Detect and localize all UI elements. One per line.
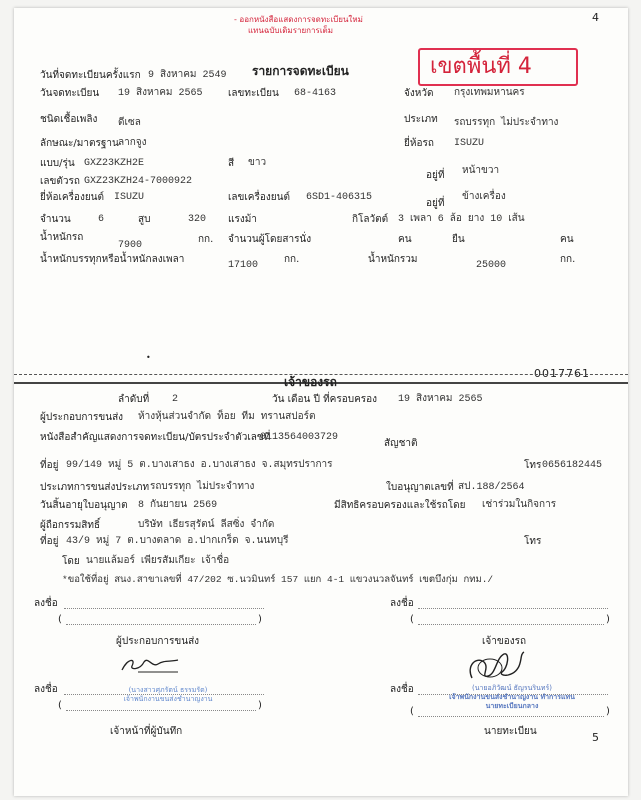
character-value: ลากจูง	[118, 138, 147, 149]
paren-open-officer: (	[58, 700, 62, 711]
by-label: โดย	[62, 556, 80, 567]
license-expiry-value: 8 กันยายน 2569	[138, 500, 218, 511]
name-line-officer	[66, 710, 256, 711]
zone-stamp-text: เขตพื้นที่ 4	[430, 54, 532, 79]
reissue-note-line2: แทนฉบับเดิมรายการเต็ม	[248, 26, 334, 35]
name-line-operator	[66, 624, 256, 625]
paren-close-registrar: )	[606, 706, 610, 717]
chassis-position-label: อยู่ที่	[426, 170, 445, 181]
fuel-value: ดีเซล	[118, 118, 141, 129]
brand-label: ยี่ห้อรถ	[404, 138, 434, 149]
operator-value: ห้างหุ้นส่วนจำกัด ท็อย ทีม ทรานสปอร์ต	[138, 412, 316, 423]
engine-brand-label: ยี่ห้อเครื่องยนต์	[40, 192, 105, 203]
fuel-label: ชนิดเชื้อเพลิง	[40, 114, 98, 125]
sign-label-owner: ลงชื่อ	[390, 598, 414, 609]
max-load-value: 17100	[228, 260, 259, 271]
paren-close-owner: )	[606, 614, 610, 625]
possession-date-value: 19 สิงหาคม 2565	[398, 394, 483, 405]
registrar-stamp-position: เจ้าพนักงานขนส่งชำนาญงาน ทำการแทน	[449, 693, 575, 701]
type-label: ประเภท	[404, 114, 438, 125]
character-label: ลักษณะ/มาตรฐาน	[40, 138, 119, 149]
reissue-note-line1: - ออกหนังสือแสดงการจดทะเบียนใหม่	[234, 15, 363, 24]
dot-mark: •	[146, 353, 151, 362]
cylinders-value: 6	[98, 214, 105, 225]
max-load-unit: กก.	[284, 254, 300, 265]
id-card-label: หนังสือสำคัญแสดงการจดทะเบียน/บัตรประจำตัวเลขที่	[40, 432, 271, 443]
registrar-stamp-office: นายทะเบียนกลาง	[485, 702, 539, 710]
total-weight-value: 25000	[476, 260, 507, 271]
operator-role: ผู้ประกอบการขนส่ง	[116, 636, 200, 647]
cc-unit: แรงม้า	[228, 214, 257, 225]
nationality-label: สัญชาติ	[384, 438, 418, 449]
order-label: ลำดับที่	[118, 394, 150, 405]
license-expiry-label: วันสิ้นอายุใบอนุญาต	[40, 500, 128, 511]
seats-stand: ยืน	[452, 234, 465, 245]
cylinders-label: จำนวน	[40, 214, 71, 225]
model-value: GXZ23KZH2E	[84, 158, 145, 169]
reg-number-value: 68-4163	[294, 88, 337, 99]
right-of-use-value: เช่าร่วมในกิจการ	[482, 500, 557, 511]
operator-label: ผู้ประกอบการขนส่ง	[40, 412, 124, 423]
page-title: รายการจดทะเบียน	[252, 64, 349, 78]
license-label: ใบอนุญาตเลขที่	[386, 482, 454, 493]
paren-close-operator: )	[258, 614, 262, 625]
by-value: นายแล้มอร์ เพียรสัมเกียะ เจ้าชื่อ	[86, 556, 230, 567]
color-value: ขาว	[248, 158, 267, 169]
address-value: 99/149 หมู่ 5 ต.บางเสาธง อ.บางเสาธง จ.สมุทรปราการ	[66, 460, 333, 471]
sign-label-operator: ลงชื่อ	[34, 598, 58, 609]
holder-address-value: 43/9 หมู่ 7 ต.บางตลาด อ.ปากเกร็ด จ.นนทบุรี	[66, 536, 289, 547]
possession-date-label: วัน เดือน ปี ที่ครอบครอง	[272, 394, 378, 405]
weight-unit: กก.	[198, 234, 214, 245]
order-value: 2	[172, 394, 179, 405]
officer-signature-icon	[118, 652, 198, 676]
transport-type-value: รถบรรทุก ไม่ประจำทาง	[150, 482, 255, 493]
officer-role: เจ้าหน้าที่ผู้บันทึก	[110, 726, 183, 737]
zone-stamp	[418, 48, 578, 86]
engine-position-label: อยู่ที่	[426, 198, 445, 209]
chassis-value: GXZ23KZH24-7000922	[84, 176, 193, 187]
seats-unit2: คน	[560, 234, 574, 245]
name-line-owner	[418, 624, 604, 625]
first-reg-label: วันที่จดทะเบียนครั้งแรก	[40, 70, 141, 81]
address-note: *ขอใช้ที่อยู่ สนง.สาขาเลขที่ 47/202 ซ.นวมินทร์ 157 แยก 4-1 แขวงนวลจันทร์ เขตบึงกุ่ม กทม./	[62, 574, 494, 585]
phone-label: โทร	[524, 460, 542, 471]
sign-label-registrar: ลงชื่อ	[390, 684, 414, 695]
first-reg-value: 9 สิงหาคม 2549	[148, 70, 227, 81]
reg-date-label: วันจดทะเบียน	[40, 88, 100, 99]
chassis-label: เลขตัวรถ	[40, 176, 80, 187]
page-number-bottom: 5	[592, 731, 599, 744]
type-value: รถบรรทุก ไม่ประจำทาง	[454, 118, 559, 129]
rights-holder-value: บริษัท เธียรสุรัตน์ ลีสซิ่ง จำกัด	[138, 520, 275, 531]
paren-open-operator: (	[58, 614, 62, 625]
engine-position-value: ข้างเครื่อง	[462, 192, 506, 203]
seats-unit1: คน	[398, 234, 412, 245]
holder-phone-label: โทร	[524, 536, 542, 547]
name-line-registrar	[418, 716, 604, 717]
engine-no-value: 6SD1-406315	[306, 192, 373, 203]
sign-label-officer: ลงชื่อ	[34, 684, 58, 695]
engine-no-label: เลขเครื่องยนต์	[228, 192, 290, 203]
reg-date-value: 19 สิงหาคม 2565	[118, 88, 203, 99]
color-label: สี	[228, 158, 235, 169]
officer-stamp-position: เจ้าพนักงานขนส่งชำนาญงาน	[123, 695, 213, 703]
transport-type-label: ประเภทการขนส่งประเภท	[40, 482, 150, 493]
owner-role: เจ้าของรถ	[482, 636, 527, 647]
paren-close-officer: )	[258, 700, 262, 711]
cc-value: 320	[188, 214, 207, 225]
registrar-role: นายทะเบียน	[484, 726, 537, 737]
total-weight-label: น้ำหนักรวม	[368, 254, 418, 265]
address-label: ที่อยู่	[40, 460, 59, 471]
registrar-signature-icon	[462, 648, 532, 688]
kilowatt-label: กิโลวัตต์	[352, 214, 389, 225]
signature-line-operator	[64, 608, 264, 609]
province-label: จังหวัด	[404, 88, 434, 99]
rights-holder-label: ผู้ถือกรรมสิทธิ์	[40, 520, 101, 531]
serial-number: 0017761	[534, 367, 590, 380]
owner-section-title: เจ้าของรถ	[284, 375, 337, 389]
max-load-label: น้ำหนักบรรทุกหรือน้ำหนักลงเพลา	[40, 254, 185, 265]
paren-open-owner: (	[410, 614, 414, 625]
registrar-stamp	[412, 684, 612, 711]
chassis-position-value: หน้าขวา	[462, 166, 500, 177]
model-label: แบบ/รุ่น	[40, 158, 75, 169]
seats-label: จำนวนผู้โดยสารนั่ง	[228, 234, 312, 245]
page-number-top: 4	[592, 11, 599, 24]
paren-open-registrar: (	[410, 706, 414, 717]
engine-brand-value: ISUZU	[114, 192, 145, 203]
kilowatt-value: 3 เพลา 6 ล้อ ยาง 10 เส้น	[398, 214, 525, 225]
cylinders-unit: สูบ	[138, 214, 151, 225]
registrar-stamp-name: (นายอภิวัฒน์ ธัญรนรินทร์)	[471, 684, 553, 692]
total-weight-unit: กก.	[560, 254, 576, 265]
officer-stamp	[98, 686, 238, 704]
province-value: กรุงเทพมหานคร	[454, 88, 525, 99]
officer-stamp-name: (นางสาวศุภรัตน์ ธรรมรัต)	[128, 686, 208, 694]
reg-number-label: เลขทะเบียน	[228, 88, 279, 99]
right-of-use-label: มีสิทธิครอบครองและใช้รถโดย	[334, 500, 466, 511]
weight-label: น้ำหนักรถ	[40, 232, 84, 243]
id-card-value: 0113564003729	[260, 432, 339, 443]
brand-value: ISUZU	[454, 138, 485, 149]
registration-document	[14, 8, 628, 796]
phone-value: 0656182445	[542, 460, 603, 471]
license-value: สป.188/2564	[458, 482, 525, 493]
signature-line-owner	[418, 608, 608, 609]
holder-address-label: ที่อยู่	[40, 536, 59, 547]
weight-value: 7900	[118, 240, 143, 251]
